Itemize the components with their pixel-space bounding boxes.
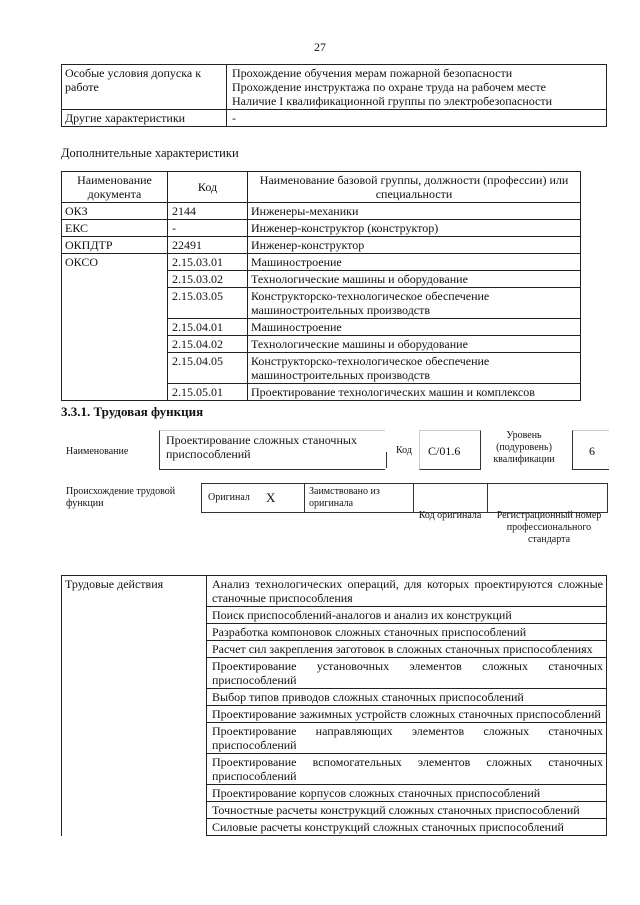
function-code-label: Код — [396, 445, 412, 456]
name-cell: Проектирование технологических машин и комплексов — [248, 384, 581, 401]
name-cell: Технологические машины и оборудование — [248, 271, 581, 288]
code-cell: 2.15.05.01 — [168, 384, 248, 401]
table-header-row — [62, 172, 581, 203]
action-item: Точностные расчеты конструкций сложных станочных приспособлений — [207, 802, 607, 819]
condition-line: Наличие I квалификационной группы по электробезопасности — [232, 94, 553, 108]
name-cell: Машиностроение — [248, 319, 581, 336]
table-row — [62, 220, 581, 237]
code-cell: 2144 — [168, 203, 248, 220]
function-name-label: Наименование — [66, 446, 129, 457]
action-item: Проектирование зажимных устройств сложных станочных приспособлений — [207, 706, 607, 723]
condition-line: Прохождение обучения мерам пожарной безопасности — [232, 66, 513, 80]
extra-characteristics-title: Дополнительные характеристики — [61, 146, 239, 160]
origin-code-box — [413, 483, 488, 513]
qualification-level-label: Уровень (подуровень) квалификации — [493, 430, 555, 465]
reg-number-label: Регистрационный номер профессионального стандарта — [496, 510, 602, 545]
table-row — [62, 110, 607, 127]
action-item: Разработка компоновок сложных станочных приспособлений — [207, 624, 607, 641]
action-item: Силовые расчеты конструкций сложных станочных приспособлений — [207, 819, 607, 836]
doc-cell: ОКСО — [62, 254, 168, 401]
table-row — [62, 576, 607, 607]
function-origin-label: Происхождение трудовой функции — [66, 486, 176, 509]
code-cell: 2.15.04.05 — [168, 353, 248, 384]
conditions-value — [227, 65, 607, 110]
table-row — [62, 237, 581, 254]
other-characteristics-value: - — [227, 110, 607, 127]
action-item: Проектирование вспомогательных элементов сложных станочных приспособлений — [207, 754, 607, 785]
name-cell: Инженеры-механики — [248, 203, 581, 220]
table-row — [62, 65, 607, 110]
function-name-value: Проектирование сложных станочных приспособлений — [166, 433, 357, 461]
function-name-box — [159, 430, 385, 470]
doc-cell: ОКПДТР — [62, 237, 168, 254]
condition-line: Прохождение инструктажа по охране труда на рабочем месте — [232, 80, 546, 94]
table-row — [62, 203, 581, 220]
reg-number-box — [487, 483, 608, 513]
column-header: Наименование базовой группы, должности (профессии) или специальности — [248, 172, 581, 203]
name-cell: Инженер-конструктор — [248, 237, 581, 254]
action-item: Анализ технологических операций, для которых проектируются сложные станочные приспособления — [207, 576, 607, 607]
code-cell: 2.15.03.02 — [168, 271, 248, 288]
action-item: Проектирование корпусов сложных станочных приспособлений — [207, 785, 607, 802]
column-header: Код — [168, 172, 248, 203]
action-item: Проектирование установочных элементов сложных станочных приспособлений — [207, 658, 607, 689]
code-cell: 2.15.03.05 — [168, 288, 248, 319]
code-cell: 22491 — [168, 237, 248, 254]
name-cell: Конструкторско-технологическое обеспечение машиностроительных производств — [248, 288, 581, 319]
conditions-table — [61, 64, 607, 127]
code-cell: 2.15.03.01 — [168, 254, 248, 271]
other-characteristics-label: Другие характеристики — [62, 110, 227, 127]
code-cell: 2.15.04.02 — [168, 336, 248, 353]
page-number: 27 — [314, 40, 326, 54]
divider — [386, 452, 387, 468]
labor-actions-label: Трудовые действия — [62, 576, 207, 836]
conditions-label: Особые условия допуска к работе — [62, 65, 227, 110]
name-cell: Технологические машины и оборудование — [248, 336, 581, 353]
original-mark: X — [266, 490, 276, 505]
original-box — [201, 483, 305, 513]
extra-characteristics-table — [61, 171, 581, 401]
table-row — [62, 254, 581, 271]
action-item: Расчет сил закрепления заготовок в сложных станочных приспособлениях — [207, 641, 607, 658]
original-label: Оригинал — [208, 492, 250, 503]
name-cell: Инженер-конструктор (конструктор) — [248, 220, 581, 237]
function-code-value: C/01.6 — [428, 444, 461, 458]
name-cell: Машиностроение — [248, 254, 581, 271]
action-item: Выбор типов приводов сложных станочных приспособлений — [207, 689, 607, 706]
code-cell: - — [168, 220, 248, 237]
labor-actions-table — [61, 575, 607, 836]
qualification-level-box — [572, 430, 609, 470]
doc-cell: ЕКС — [62, 220, 168, 237]
qualification-level-value: 6 — [589, 444, 595, 458]
doc-cell: ОКЗ — [62, 203, 168, 220]
labor-function-heading: 3.3.1. Трудовая функция — [61, 404, 204, 419]
column-header: Наименование документа — [62, 172, 168, 203]
action-item: Поиск приспособлений-аналогов и анализ их конструкций — [207, 607, 607, 624]
function-code-box — [419, 430, 481, 470]
origin-code-label: Код оригинала — [418, 510, 482, 521]
borrowed-label: Заимствовано из оригинала — [309, 486, 380, 509]
code-cell: 2.15.04.01 — [168, 319, 248, 336]
action-item: Проектирование направляющих элементов сложных станочных приспособлений — [207, 723, 607, 754]
name-cell: Конструкторско-технологическое обеспечение машиностроительных производств — [248, 353, 581, 384]
borrowed-box — [303, 483, 414, 513]
